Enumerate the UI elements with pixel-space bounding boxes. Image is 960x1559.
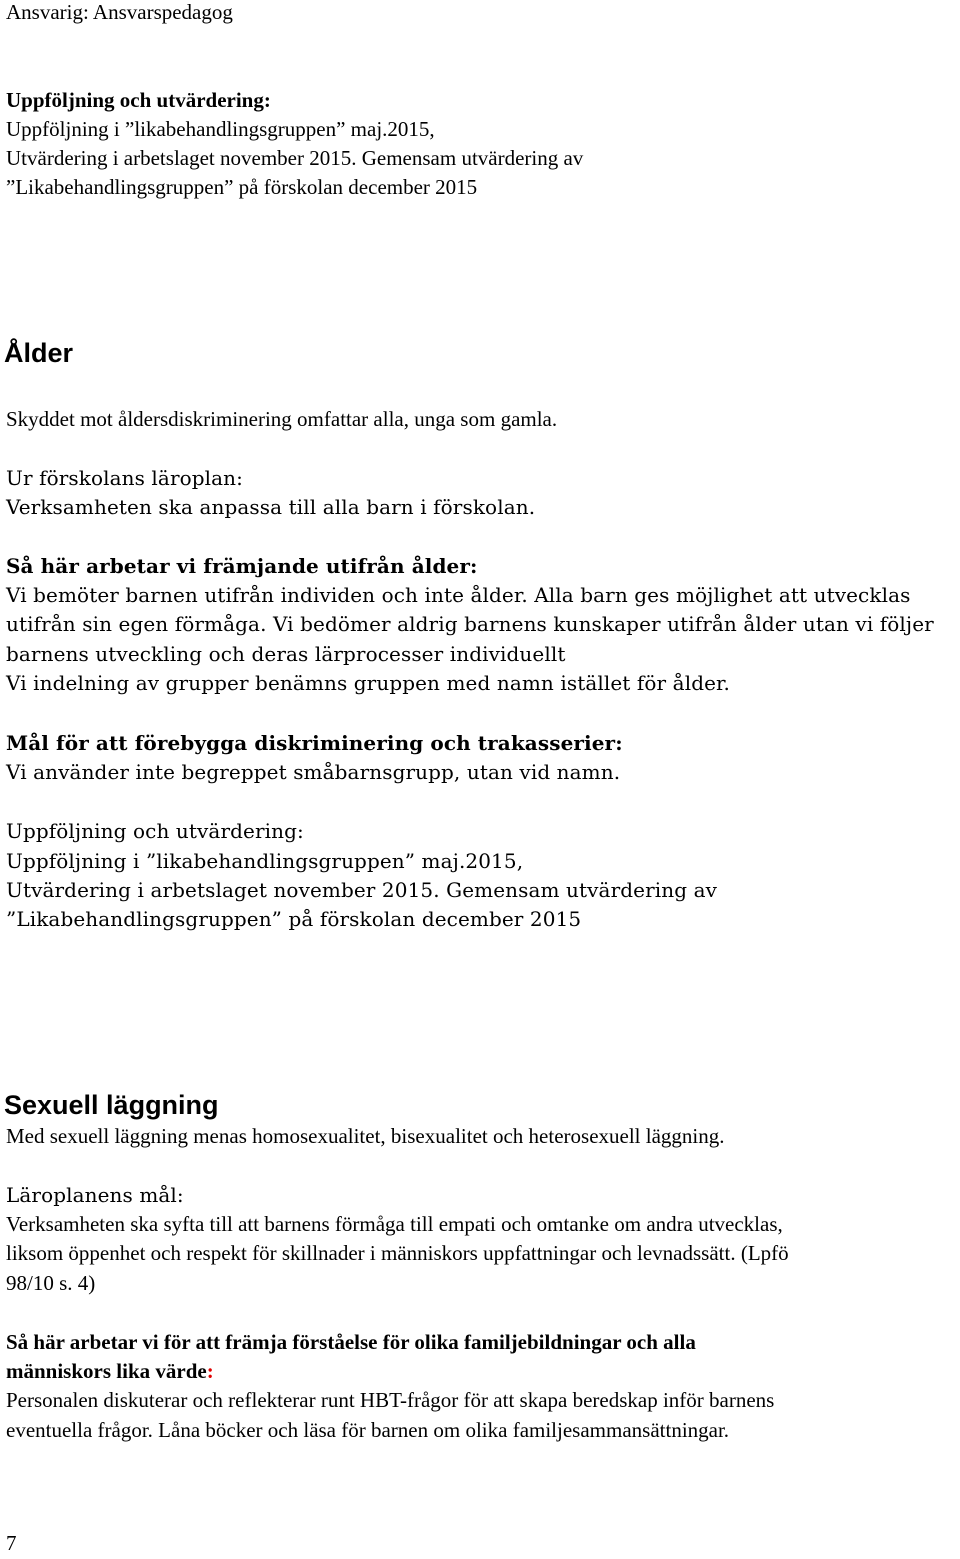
curriculum-goals-heading: Läroplanens mål: — [6, 1183, 184, 1207]
followup-text-line: Uppföljning i ”likabehandlingsgruppen” maj.2015, — [6, 117, 435, 141]
work-heading-text: människors lika värde — [6, 1359, 207, 1383]
age-goal-text: Vi använder inte begreppet småbarnsgrupp, utan vid namn. — [6, 760, 621, 784]
age-work-line: Vi indelning av grupper benämns gruppen med namn istället för ålder. — [6, 671, 730, 695]
age-work-heading: Så här arbetar vi främjande utifrån ålder: — [6, 554, 478, 578]
followup-text-line: Utvärdering i arbetslaget november 2015. Gemensam utvärdering av — [6, 146, 584, 170]
sexual-orientation-work-line: eventuella frågor. Låna böcker och läsa för barnen om olika familjesammansättningar. — [6, 1418, 730, 1442]
followup-heading: Uppföljning och utvärdering: — [6, 819, 304, 843]
work-heading-colon: : — [206, 1359, 214, 1383]
section-heading-sexual-orientation: Sexuell läggning — [4, 1090, 219, 1120]
curriculum-goals-line: liksom öppenhet och respekt för skillnader i människors uppfattningar och levnadssätt. (Lpfö — [6, 1241, 789, 1265]
age-goal-heading: Mål för att förebygga diskriminering och trakasserier: — [6, 731, 623, 755]
responsible-line: Ansvarig: Ansvarspedagog — [6, 0, 233, 24]
section-heading-age: Ålder — [4, 338, 74, 368]
followup-text-line: ”Likabehandlingsgruppen” på förskolan december 2015 — [6, 907, 582, 931]
sexual-orientation-definition: Med sexuell läggning menas homosexualitet, bisexualitet och heterosexuell läggning. — [6, 1124, 725, 1148]
curriculum-text: Verksamheten ska anpassa till alla barn i förskolan. — [6, 495, 536, 519]
page-number: 7 — [6, 1531, 17, 1555]
age-work-line: utifrån sin egen förmåga. Vi bedömer aldrig barnens kunskaper utifrån ålder utan vi följer — [6, 612, 934, 636]
sexual-orientation-work-line: Personalen diskuterar och reflekterar runt HBT-frågor för att skapa beredskap inför barnens — [6, 1388, 775, 1412]
followup-heading: Uppföljning och utvärdering: — [6, 88, 271, 112]
age-intro: Skyddet mot åldersdiskriminering omfattar alla, unga som gamla. — [6, 407, 558, 431]
curriculum-goals-line: Verksamheten ska syfta till att barnens förmåga till empati och omtanke om andra utvecklas, — [6, 1212, 783, 1236]
followup-text-line: ”Likabehandlingsgruppen” på förskolan december 2015 — [6, 175, 478, 199]
sexual-orientation-work-heading: Så här arbetar vi för att främja förståelse för olika familjebildningar och alla — [6, 1330, 696, 1354]
followup-text-line: Utvärdering i arbetslaget november 2015. Gemensam utvärdering av — [6, 878, 717, 902]
followup-text-line: Uppföljning i ”likabehandlingsgruppen” maj.2015, — [6, 849, 524, 873]
sexual-orientation-work-heading — [6, 1357, 214, 1386]
curriculum-goals-line: 98/10 s. 4) — [6, 1271, 96, 1295]
curriculum-heading: Ur förskolans läroplan: — [6, 466, 243, 490]
age-work-line: Vi bemöter barnen utifrån individen och inte ålder. Alla barn ges möjlighet att utvecklas — [6, 583, 911, 607]
age-work-line: barnens utveckling och deras lärprocesser individuellt — [6, 642, 566, 666]
